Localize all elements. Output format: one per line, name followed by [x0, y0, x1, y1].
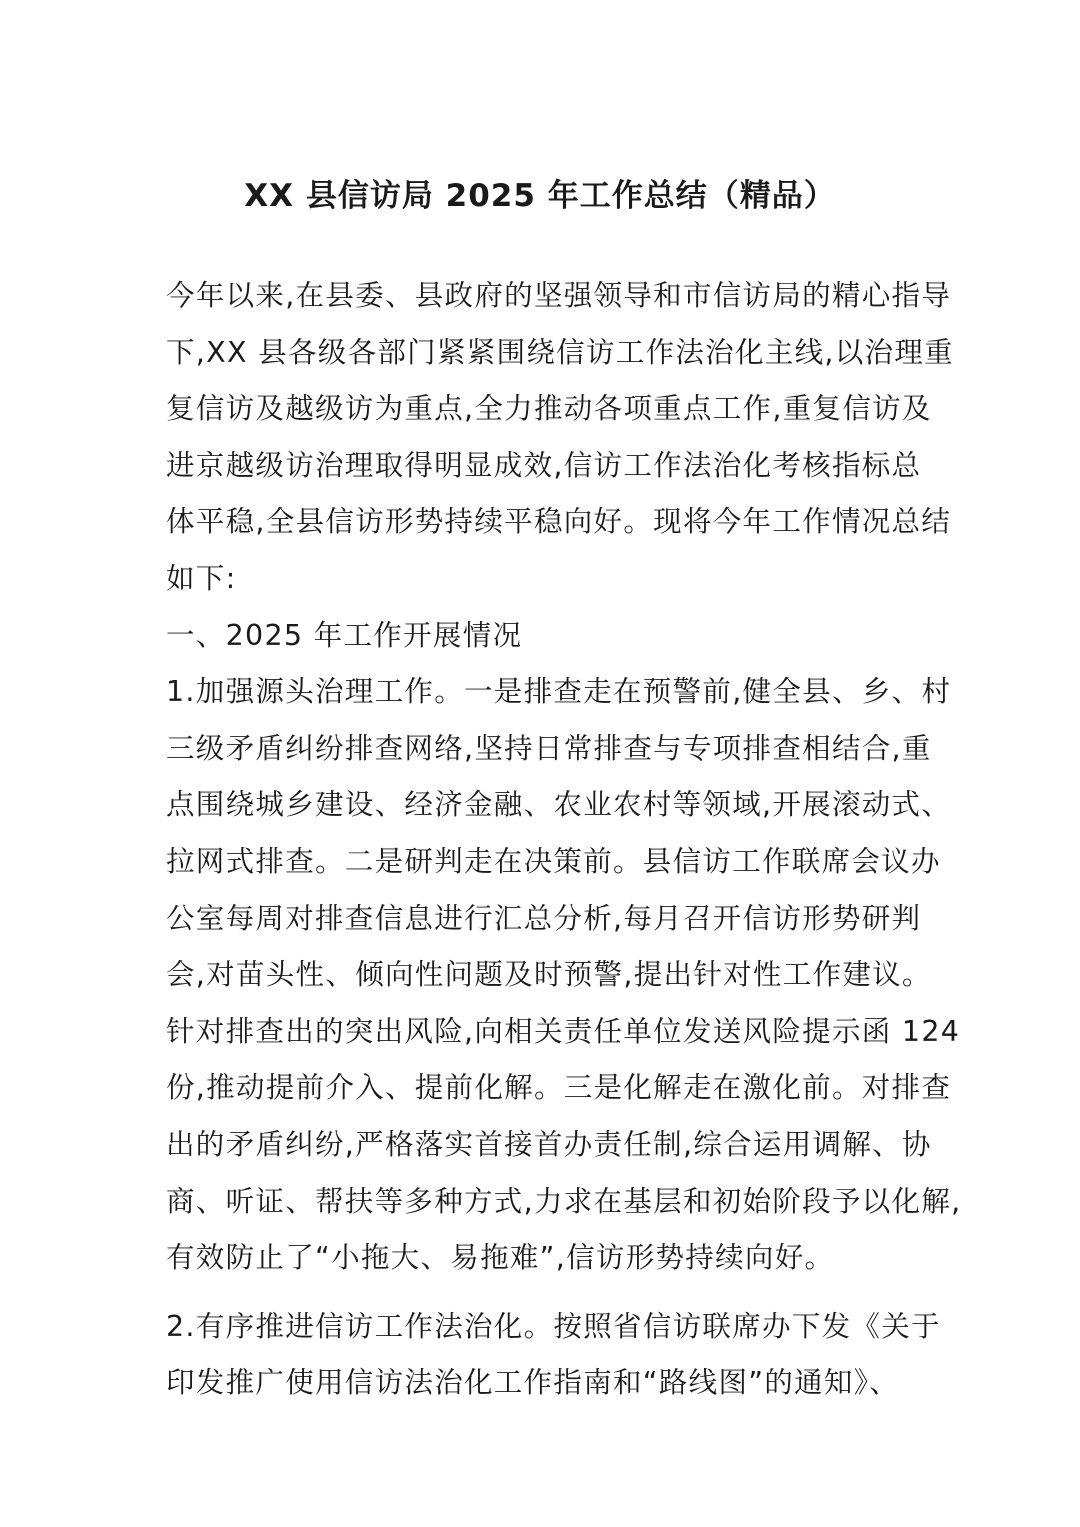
- paragraph-line: 出的矛盾纠纷,严格落实首接首办责任制,综合运用调解、协: [166, 1127, 932, 1161]
- paragraph-line: 1.加强源头治理工作。一是排查走在预警前,健全县、乡、村: [166, 675, 952, 709]
- paragraph-line: 有效防止了“小拖大、易拖难”,信访形势持续向好。: [166, 1241, 835, 1275]
- paragraph-line: 体平稳,全县信访形势持续平稳向好。现将今年工作情况总结: [166, 505, 952, 539]
- document-title: XX 县信访局 2025 年工作总结（精品）: [244, 178, 836, 214]
- paragraph-line: 2.有序推进信访工作法治化。按照省信访联席办下发《关于: [166, 1309, 941, 1343]
- paragraph-line: 如下:: [166, 561, 237, 595]
- paragraph-line: 点围绕城乡建设、经济金融、农业农村等领域,开展滚动式、: [166, 788, 952, 822]
- paragraph-line: 印发推广使用信访法治化工作指南和“路线图”的通知》、: [166, 1366, 900, 1400]
- paragraph-line: 商、听证、帮扶等多种方式,力求在基层和初始阶段予以化解,: [166, 1184, 962, 1218]
- paragraph-line: 进京越级访治理取得明显成效,信访工作法治化考核指标总: [166, 448, 922, 482]
- paragraph-line: 今年以来,在县委、县政府的坚强领导和市信访局的精心指导: [166, 279, 952, 312]
- paragraph-line: 下,XX 县各级各部门紧紧围绕信访工作法治化主线,以治理重: [166, 335, 954, 369]
- section-heading: 一、2025 年工作开展情况: [166, 618, 523, 652]
- paragraph-line: 公室每周对排查信息进行汇总分析,每月召开信访形势研判: [166, 901, 922, 935]
- paragraph-line: 会,对苗头性、倾向性问题及时预警,提出针对性工作建议。: [166, 958, 932, 992]
- paragraph-line: 三级矛盾纠纷排查网络,坚持日常排查与专项排查相结合,重: [166, 731, 932, 765]
- paragraph-line: 份,推动提前介入、提前化解。三是化解走在激化前。对排查: [166, 1071, 952, 1105]
- paragraph-line: 复信访及越级访为重点,全力推动各项重点工作,重复信访及: [166, 392, 932, 426]
- paragraph-line: 拉网式排查。二是研判走在决策前。县信访工作联席会议办: [166, 844, 941, 878]
- paragraph-line: 针对排查出的突出风险,向相关责任单位发送风险提示函 124: [166, 1014, 961, 1048]
- document-body: [166, 268, 962, 1412]
